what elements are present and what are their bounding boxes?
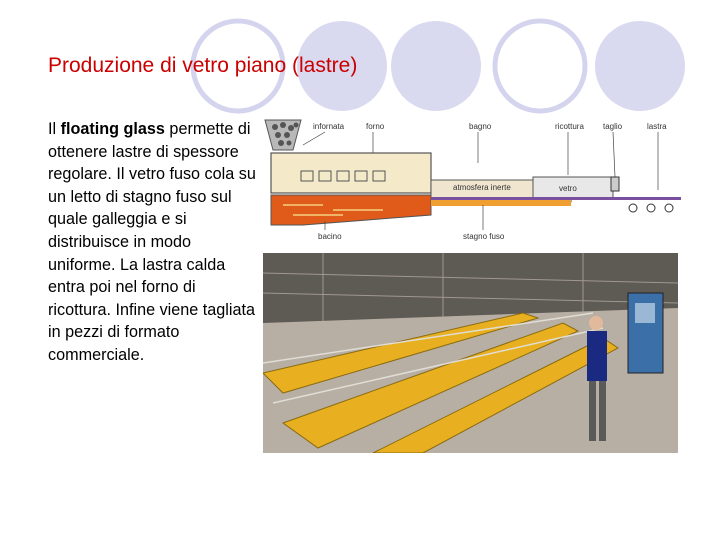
- decorative-ring: [495, 21, 585, 111]
- body-bold-term: floating glass: [60, 120, 165, 138]
- slide-title: Produzione di vetro piano (lastre): [48, 54, 358, 77]
- body-intro: Il: [48, 120, 61, 138]
- decorative-circle: [595, 21, 685, 111]
- label-forno: forno: [366, 122, 385, 131]
- label-bacino: bacino: [318, 232, 342, 241]
- conveyor-rollers: [629, 204, 673, 212]
- furnace: [271, 153, 431, 193]
- label-taglio: taglio: [603, 122, 623, 131]
- decorative-circle: [391, 21, 481, 111]
- slide-body-text: [48, 118, 263, 367]
- photo-machinery: [628, 293, 663, 373]
- body-rest: permette di ottenere lastre di spessore regolare. Il vetro fuso cola su un letto di stagno fuso sul quale galleggia e si distribuisce in modo uniforme. La lastra calda entra poi nel forno di ricottura. Infine viene tagliata in pezzi di formato commerciale.: [48, 120, 256, 364]
- float-glass-diagram: [263, 115, 683, 245]
- label-stagno: stagno fuso: [463, 232, 505, 241]
- label-bagno: bagno: [469, 122, 492, 131]
- label-vetro: vetro: [559, 184, 577, 193]
- cutter: [611, 177, 619, 191]
- label-ricottura: ricottura: [555, 122, 584, 131]
- glass-ribbon: [431, 197, 681, 200]
- label-atmosfera: atmosfera inerte: [453, 183, 511, 192]
- factory-photo: [263, 253, 678, 453]
- label-infornata: infornata: [313, 122, 345, 131]
- label-lastra: lastra: [647, 122, 667, 131]
